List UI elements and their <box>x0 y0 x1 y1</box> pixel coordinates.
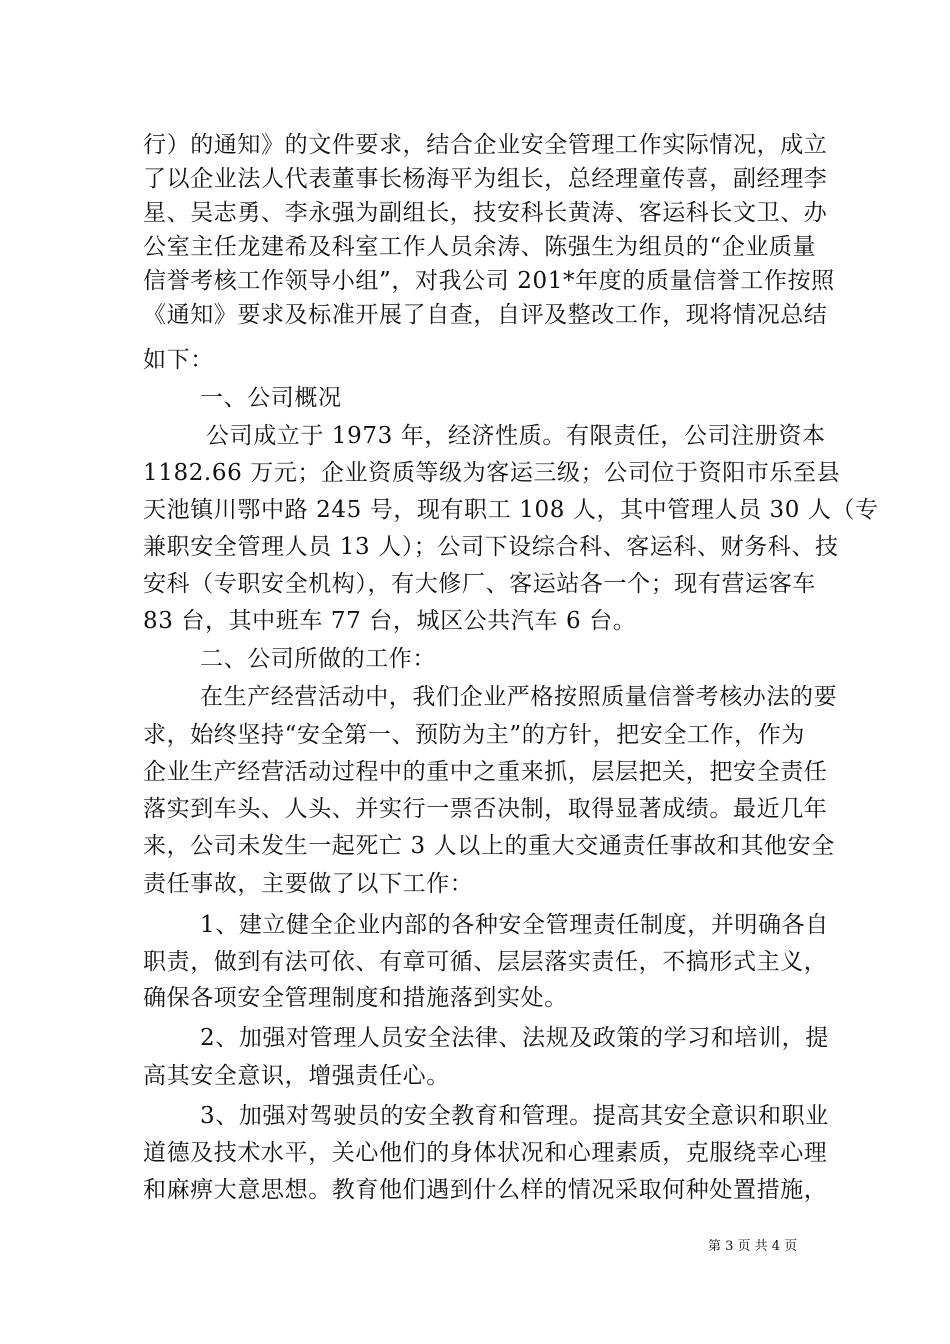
text-line: 《通知》要求及标准开展了自查，自评及整改工作，现将情况总结 <box>143 302 828 328</box>
text-line: 和麻痹大意思想。教育他们遇到什么样的情况采取何种处置措施， <box>143 1177 828 1203</box>
text-line: 落实到车头、人头、并实行一票否决制，取得显著成绩。最近几年 <box>143 796 828 822</box>
list-item-line: 2、加强对管理人员安全法律、法规及政策的学习和培训，提 <box>200 1025 829 1051</box>
list-item-line: 1、建立健全企业内部的各种安全管理责任制度，并明确各自 <box>200 912 829 938</box>
text-line: 行）的通知》的文件要求，结合企业安全管理工作实际情况，成立 <box>143 132 828 158</box>
list-item-line: 3、加强对驾驶员的安全教育和管理。提高其安全意识和职业 <box>200 1103 829 1129</box>
text-line: 如下： <box>143 347 214 373</box>
text-line: 83 台，其中班车 77 台，城区公共汽车 6 台。 <box>143 608 637 634</box>
text-line: 责任事故，主要做了以下工作： <box>143 871 474 897</box>
text-line: 公司成立于 1973 年，经济性质。有限责任，公司注册资本 <box>206 423 826 449</box>
text-line: 在生产经营活动中，我们企业严格按照质量信誉考核办法的要 <box>200 684 838 710</box>
text-line: 星、吴志勇、李永强为副组长，技安科长黄涛、客运科长文卫、办 <box>143 200 828 226</box>
text-line: 1182.66 万元；企业资质等级为客运三级；公司位于资阳市乐至县 <box>143 460 841 486</box>
text-line: 公室主任龙建希及科室工作人员余涛、陈强生为组员的“企业质量 <box>143 234 817 260</box>
text-line: 求，始终坚持“安全第一、预防为主”的方针，把安全工作，作为 <box>143 722 805 748</box>
text-line: 企业生产经营活动过程中的重中之重来抓，层层把关，把安全责任 <box>143 759 828 785</box>
text-line: 了以企业法人代表董事长杨海平为组长，总经理童传喜，副经理李 <box>143 166 828 192</box>
page-number-footer: 第 3 页 共 4 页 <box>708 1239 798 1254</box>
text-line: 信誉考核工作领导小组”，对我公司 201*年度的质量信誉工作按照 <box>143 268 835 294</box>
section-heading: 一、公司概况 <box>200 385 342 411</box>
text-line: 天池镇川鄂中路 245 号，现有职工 108 人，其中管理人员 30 人（专 <box>143 497 879 523</box>
text-line: 道德及技术水平，关心他们的身体状况和心理素质，克服绕幸心理 <box>143 1140 828 1166</box>
text-line: 确保各项安全管理制度和措施落到实处。 <box>143 985 568 1011</box>
text-line: 安科（专职安全机构），有大修厂、客运站各一个；现有营运客车 <box>143 571 816 597</box>
section-heading: 二、公司所做的工作： <box>200 646 436 672</box>
text-line: 职责，做到有法可依、有章可循、层层落实责任，不搞形式主义， <box>143 949 828 975</box>
text-line: 兼职安全管理人员 13 人）；公司下设综合科、客运科、财务科、技 <box>143 534 839 560</box>
text-line: 来，公司未发生一起死亡 3 人以上的重大交通责任事故和其他安全 <box>143 833 835 859</box>
text-line: 高其安全意识，增强责任心。 <box>143 1063 450 1089</box>
